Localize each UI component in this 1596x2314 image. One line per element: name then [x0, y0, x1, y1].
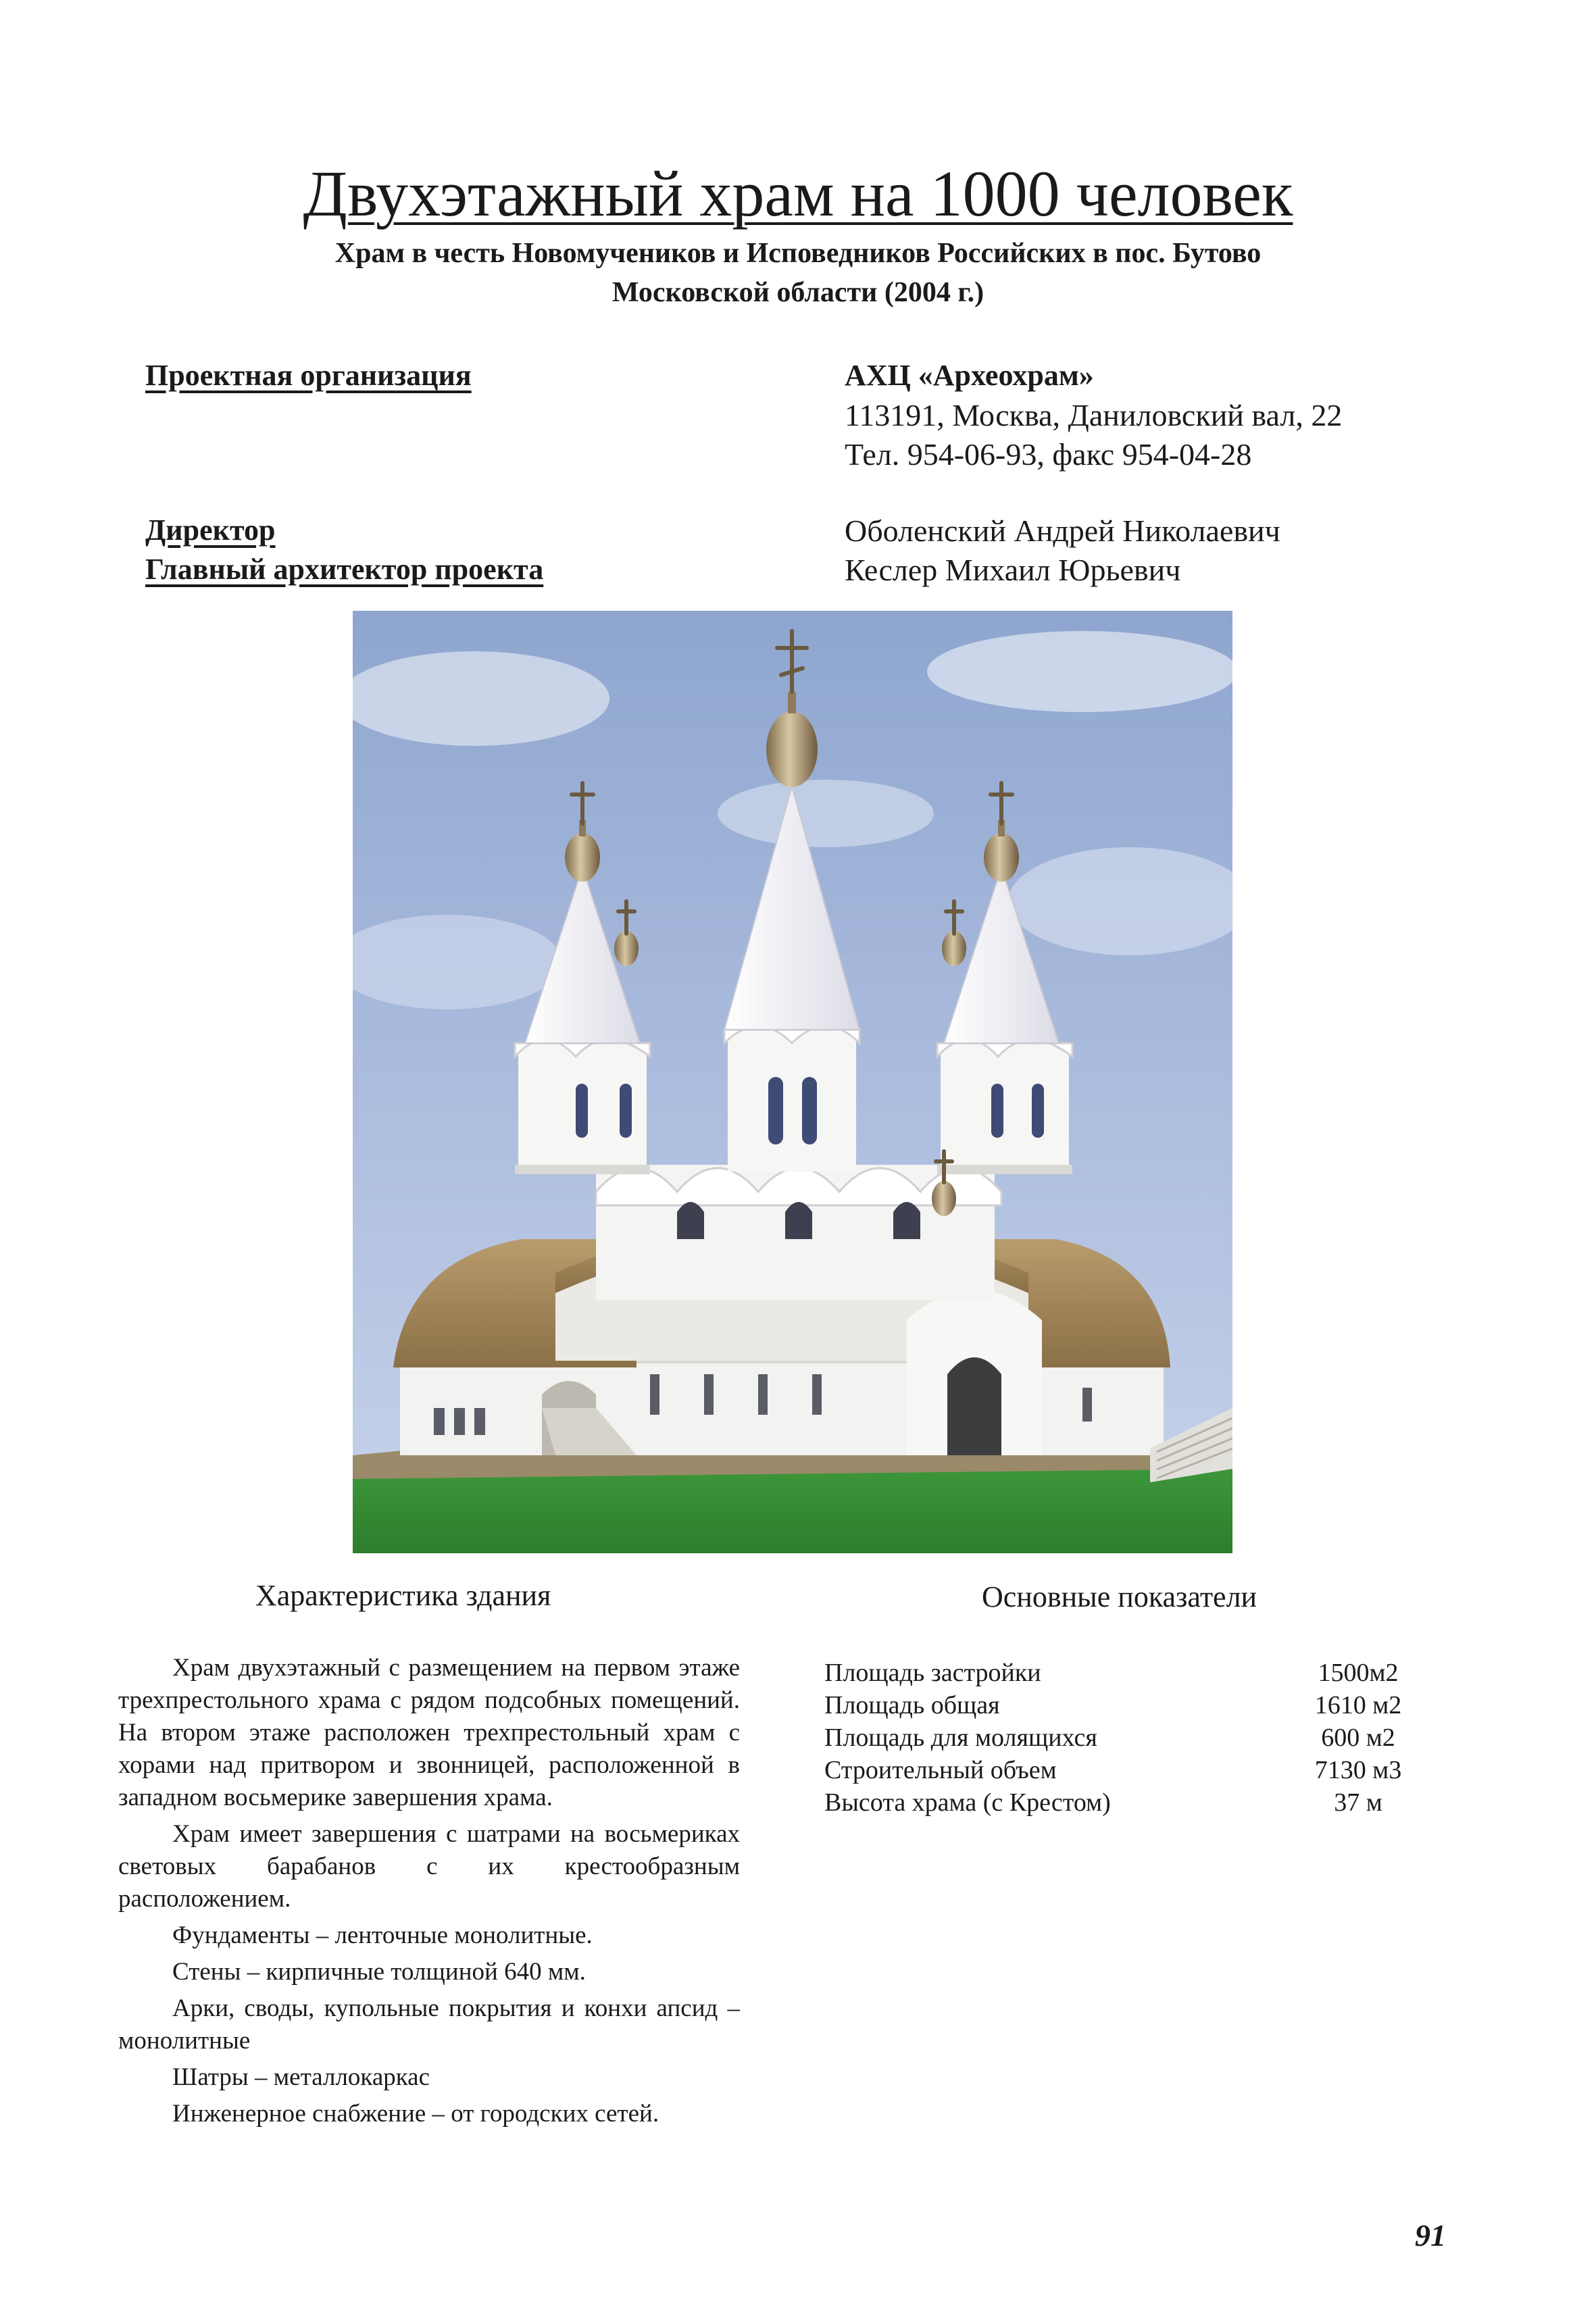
subtitle-line-1: Храм в честь Новомучеников и Исповедников Российских в пос. Бутово [334, 238, 1262, 269]
stat-value: 1610 м2 [1314, 1691, 1402, 1719]
organization-label: Проектная организация [145, 359, 472, 392]
director-label: Директор [145, 513, 276, 547]
description-paragraph: Инженерное снабжение – от городских сетей. [172, 2100, 659, 2128]
description-paragraph: Стены – кирпичные толщиной 640 мм. [172, 1958, 586, 1986]
description-paragraph: Храм двухэтажный с размещением на первом этаже трехпрестольного храма с рядом подсобных помещений. На втором этаже расположен трехпрестольный храм с хорами над притвором и звонницей, расположенной в западном восьмерике завершения храма. [118, 1654, 740, 1811]
stat-row [824, 1721, 1426, 1754]
description-paragraph: Фундаменты – ленточные монолитные. [172, 1921, 593, 1949]
stat-row [824, 1754, 1426, 1786]
stat-value: 37 м [1334, 1788, 1382, 1817]
chief-architect-name: Кеслер Михаил Юрьевич [845, 553, 1181, 587]
church-image [353, 611, 1232, 1553]
characteristics-heading: Характеристика здания [255, 1579, 551, 1612]
stat-name: Площадь общая [824, 1691, 1000, 1719]
page-title: Двухэтажный храм на 1000 человек [303, 157, 1293, 230]
stat-name: Площадь для молящихся [824, 1724, 1097, 1752]
organization-phone: Тел. 954-06-93, факс 954-04-28 [845, 437, 1252, 472]
page-number: 91 [1415, 2218, 1446, 2253]
organization-name: АХЦ «Археохрам» [845, 359, 1094, 392]
description-paragraph: Арки, своды, купольные покрытия и конхи апсид –монолитные [118, 1994, 740, 2055]
stat-row [824, 1689, 1426, 1721]
stat-name: Площадь застройки [824, 1659, 1041, 1687]
director-name: Оболенский Андрей Николаевич [845, 513, 1280, 548]
building-description [118, 1652, 740, 2134]
description-paragraph: Шатры – металлокаркас [172, 2063, 430, 2091]
stat-value: 600 м2 [1321, 1724, 1395, 1752]
organization-address: 113191, Москва, Даниловский вал, 22 [845, 398, 1343, 432]
subtitle-line-2: Московской области (2004 г.) [612, 277, 984, 308]
stat-row [824, 1786, 1426, 1819]
stat-value: 1500м2 [1318, 1659, 1399, 1687]
stat-row [824, 1657, 1426, 1689]
indicators-heading: Основные показатели [982, 1580, 1257, 1613]
chief-architect-label: Главный архитектор проекта [145, 553, 544, 586]
stat-value: 7130 м3 [1314, 1756, 1402, 1784]
description-paragraph: Храм имеет завершения с шатрами на восьмериках световых барабанов с их крестообразным расположением. [118, 1820, 740, 1913]
stat-name: Строительный объем [824, 1756, 1057, 1784]
stat-name: Высота храма (с Крестом) [824, 1788, 1111, 1817]
